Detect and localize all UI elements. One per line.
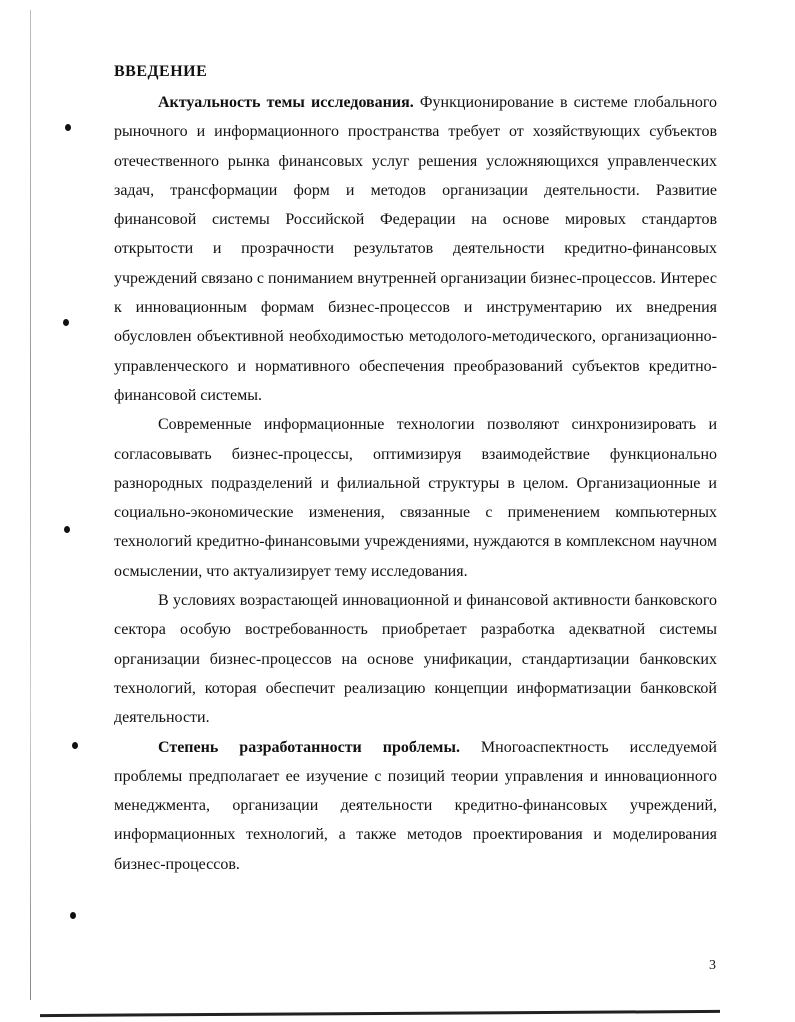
- paragraph-relevance: [114, 88, 717, 410]
- paragraph-text: Многоаспектность исследуемой проблемы предполагает ее изучение с позиций теории управления и инновационного менеджмента, организации деятельности кредитно-финансовых учреждений, информационных технологий, а также методов проектирования и моделирования бизнес-процессов.: [114, 738, 717, 873]
- paragraph-problem-development: [114, 733, 717, 879]
- punch-hole-mark: [72, 742, 78, 749]
- punch-hole-mark: [64, 526, 70, 533]
- page-number: 3: [709, 958, 716, 973]
- paragraph-text: В условиях возрастающей инновационной и финансовой активности банковского сектора особую востребованность приобретает разработка адекватной системы организации бизнес-процессов на основе унификации, стандартизации банковских технологий, которая обеспечит реализацию концепции информатизации банковской деятельности.: [114, 592, 717, 727]
- paragraph-text: Функционирование в системе глобального рыночного и информационного пространства требует от хозяйствующих субъектов отечественного рынка финансовых услуг решения усложняющихся управленческих задач, трансформации форм и методов организации деятельности. Развитие финансовой системы Российской Федерации на основе мировых стандартов открытости и прозрачности результатов деятельности кредитно-финансовых учреждений связано с пониманием внутренней организации бизнес-процессов. Интерес к инновационным формам бизнес-процессов и инструментарию их внедрения обусловлен объективной необходимостью методолого-методического, организационно-управленческого и нормативного обеспечения преобразований субъектов кредитно-финансовой системы.: [114, 94, 717, 404]
- page-title: ВВЕДЕНИЕ: [114, 63, 208, 80]
- scan-edge-bottom: [40, 1010, 720, 1017]
- punch-hole-mark: [65, 124, 71, 131]
- scan-edge-left: [30, 10, 31, 1000]
- paragraph-lead: Степень разработанности проблемы.: [158, 738, 460, 756]
- punch-hole-mark: [63, 319, 69, 326]
- punch-hole-mark: [70, 912, 76, 919]
- paragraph-lead: Актуальность темы исследования.: [158, 94, 414, 111]
- paragraph-banking-sector: [114, 586, 717, 732]
- document-body: [114, 88, 717, 879]
- paragraph-technologies: [114, 410, 717, 586]
- paragraph-text: Современные информационные технологии позволяют синхронизировать и согласовывать бизнес-процессы, оптимизируя взаимодействие функционально разнородных подразделений и филиальной структуры в целом. Организационные и социально-экономические изменения, связанные с применением компьютерных технологий кредитно-финансовыми учреждениями, нуждаются в комплексном научном осмыслении, что актуализирует тему исследования.: [114, 416, 717, 580]
